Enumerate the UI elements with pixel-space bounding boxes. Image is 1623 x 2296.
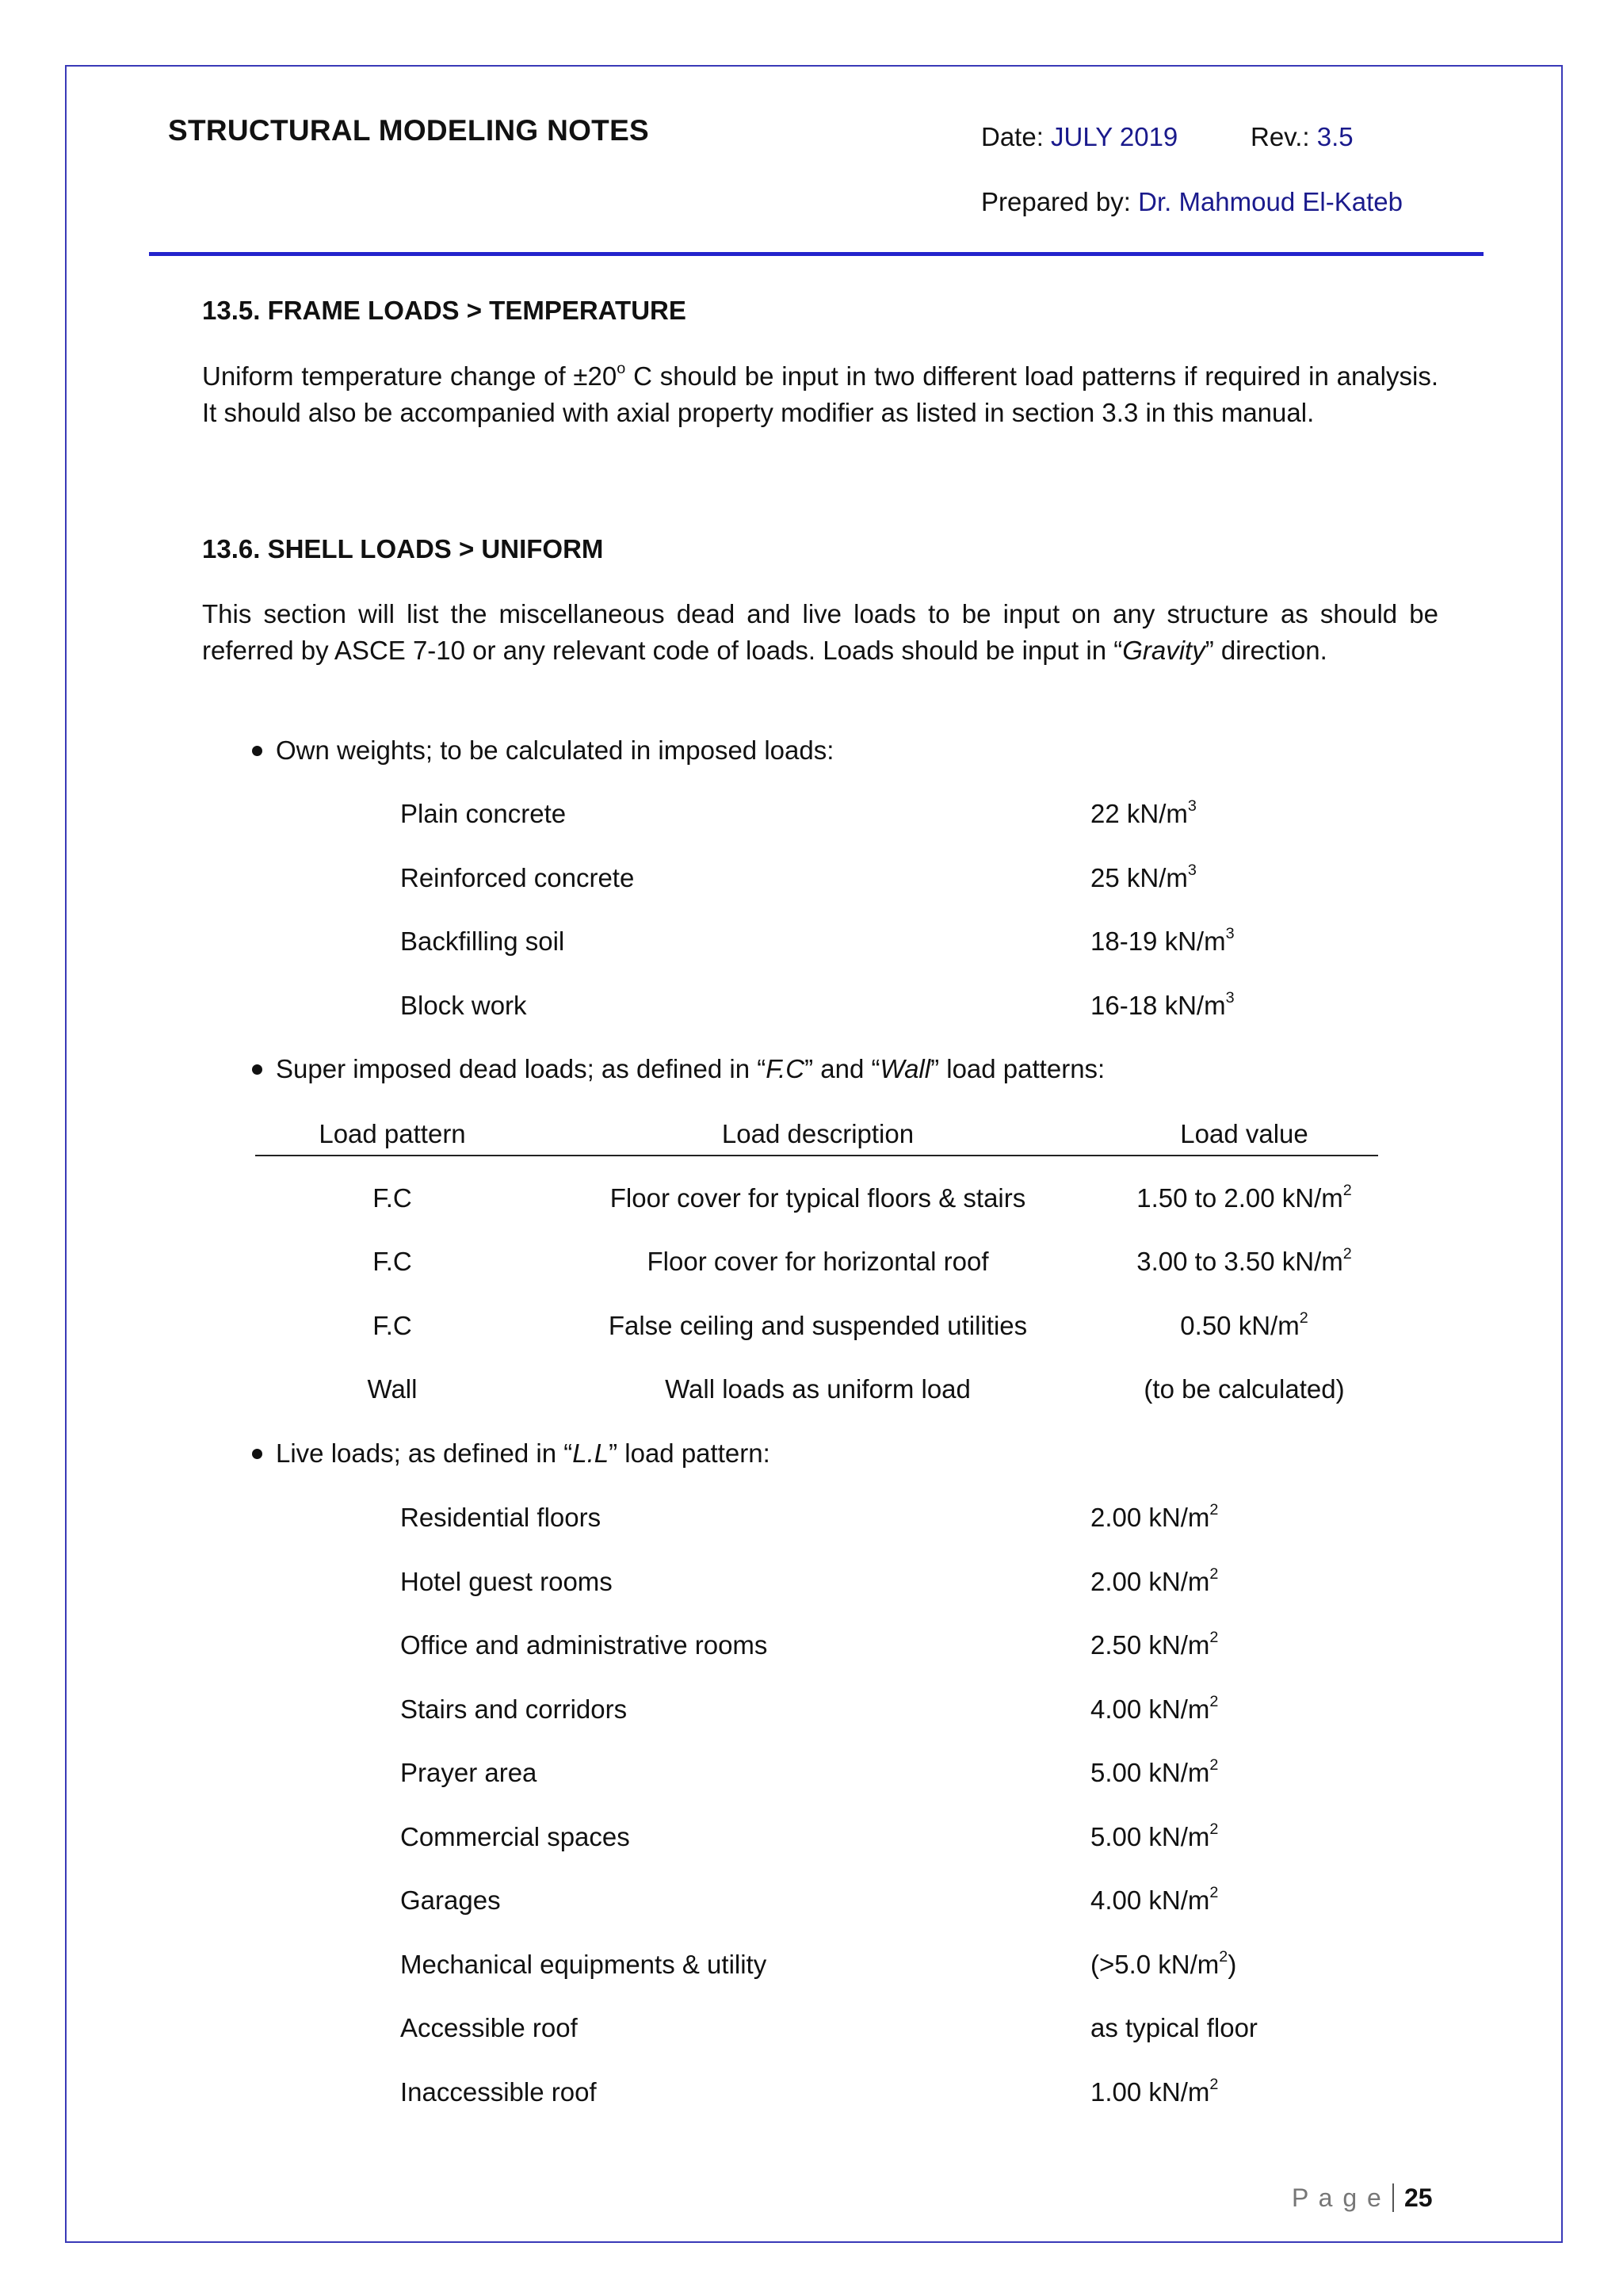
live-load-label: Office and administrative rooms xyxy=(400,1630,768,1660)
date-field xyxy=(981,122,1178,152)
live-load-value: 2.00 $kN/m^2$ xyxy=(1090,1501,1219,1532)
prepared-by-value: Dr. Mahmoud El-Kateb xyxy=(1138,187,1403,216)
paragraph-italic: Gravity xyxy=(1122,636,1205,665)
section-13-6-paragraph xyxy=(202,596,1438,669)
paragraph-text: This section will list the miscellaneous dead and live loads to be input on any structure as should be referred by ASCE 7-10 or any relevant code of loads. Loads should be input in “ xyxy=(202,599,1438,665)
header-divider xyxy=(149,252,1484,256)
revision-label: Rev.: xyxy=(1251,122,1310,151)
live-load-value: 1.00 $kN/m^2$ xyxy=(1090,2076,1219,2107)
table-cell-pattern: Wall xyxy=(367,1374,418,1404)
own-weight-label: Reinforced concrete xyxy=(400,863,635,892)
bullet-text: Live loads; as defined in “L.L” load pattern: xyxy=(276,1438,770,1468)
section-heading-13-5: 13.5. FRAME LOADS > TEMPERATURE xyxy=(202,296,686,325)
live-load-label: Commercial spaces xyxy=(400,1822,630,1851)
table-cell-description: False ceiling and suspended utilities xyxy=(608,1311,1028,1340)
table-header-load-value: Load value xyxy=(1180,1119,1308,1148)
own-weight-label: Backfilling soil xyxy=(400,926,565,956)
revision-field xyxy=(1251,122,1354,152)
table-cell-pattern: F.C xyxy=(372,1311,412,1340)
own-weight-value: 16-18 $kN/m^3$ xyxy=(1090,989,1235,1020)
table-cell-description: Floor cover for horizontal roof xyxy=(647,1247,989,1276)
live-load-label: Mechanical equipments & utility xyxy=(400,1950,767,1979)
live-load-label: Garages xyxy=(400,1885,501,1915)
prepared-by-label: Prepared by: xyxy=(981,187,1131,216)
table-header-load-description: Load description xyxy=(721,1119,915,1148)
table-cell-value: 0.50 $kN/m^2$ xyxy=(1180,1309,1308,1340)
table-cell-value: 3.00 to 3.50 $kN/m^2$ xyxy=(1136,1245,1352,1276)
table-cell-value: 1.50 to 2.00 $kN/m^2$ xyxy=(1136,1182,1352,1213)
bullet-text: Own weights; to be calculated in imposed loads: xyxy=(276,735,834,765)
own-weight-label: Plain concrete xyxy=(400,799,567,828)
table-cell-value: (to be calculated) xyxy=(1144,1374,1345,1404)
own-weight-label: Block work xyxy=(400,991,527,1020)
page-label: P a g e xyxy=(1292,2183,1383,2212)
page-number: 25 xyxy=(1404,2183,1433,2212)
paragraph-text: C should be input in two different load patterns if required in analysis. It should also be accompanied with axial property modifier as listed in section 3.3 in this manual. xyxy=(202,361,1438,427)
live-load-label: Residential floors xyxy=(400,1503,601,1532)
table-header-load-pattern: Load pattern xyxy=(319,1119,466,1148)
table-cell-description: Wall loads as uniform load xyxy=(665,1374,971,1404)
table-cell-description: Floor cover for typical floors & stairs xyxy=(609,1183,1026,1213)
document-title: STRUCTURAL MODELING NOTES xyxy=(168,114,650,147)
revision-value: 3.5 xyxy=(1316,122,1354,151)
paragraph-text: ” direction. xyxy=(1205,636,1327,665)
live-load-value: 5.00 $kN/m^2$ xyxy=(1090,1820,1219,1851)
section-heading-13-6: 13.6. SHELL LOADS > UNIFORM xyxy=(202,534,604,563)
own-weight-value: 18-19 $kN/m^3$ xyxy=(1090,925,1235,956)
bullet-text: Super imposed dead loads; as defined in “F.C” and “Wall” load patterns: xyxy=(276,1054,1106,1083)
live-load-value: (>5.0 $kN/m^2$) xyxy=(1090,1948,1237,1979)
live-load-label: Hotel guest rooms xyxy=(400,1567,613,1596)
date-label: Date: xyxy=(981,122,1044,151)
table-cell-pattern: F.C xyxy=(372,1247,412,1276)
table-header-rule xyxy=(255,1155,1378,1156)
live-load-value: 5.00 $kN/m^2$ xyxy=(1090,1756,1219,1787)
own-weight-value: 22 $kN/m^3$ xyxy=(1090,797,1197,828)
section-13-5-paragraph xyxy=(202,358,1438,431)
live-load-value: 2.00 $kN/m^2$ xyxy=(1090,1565,1219,1596)
prepared-by-field xyxy=(981,187,1403,217)
live-load-label: Prayer area xyxy=(400,1758,537,1787)
bullet-dot-icon xyxy=(252,1449,262,1459)
table-cell-pattern: F.C xyxy=(372,1183,412,1213)
live-load-value: 4.00 $kN/m^2$ xyxy=(1090,1884,1219,1915)
live-load-label: Inaccessible roof xyxy=(400,2077,597,2107)
paragraph-text: Uniform temperature change of ±20 xyxy=(202,361,617,391)
live-load-value: as typical floor xyxy=(1090,2013,1258,2042)
degree-superscript: o xyxy=(617,360,626,378)
bullet-dot-icon xyxy=(252,1064,262,1075)
bullet-dot-icon xyxy=(252,746,262,756)
date-value: JULY 2019 xyxy=(1051,122,1178,151)
live-load-label: Accessible roof xyxy=(400,2013,578,2042)
live-load-label: Stairs and corridors xyxy=(400,1694,628,1724)
page-number-divider xyxy=(1392,2183,1394,2212)
live-load-value: 2.50 $kN/m^2$ xyxy=(1090,1629,1219,1660)
live-load-value: 4.00 $kN/m^2$ xyxy=(1090,1693,1219,1724)
own-weight-value: 25 $kN/m^3$ xyxy=(1090,861,1197,892)
